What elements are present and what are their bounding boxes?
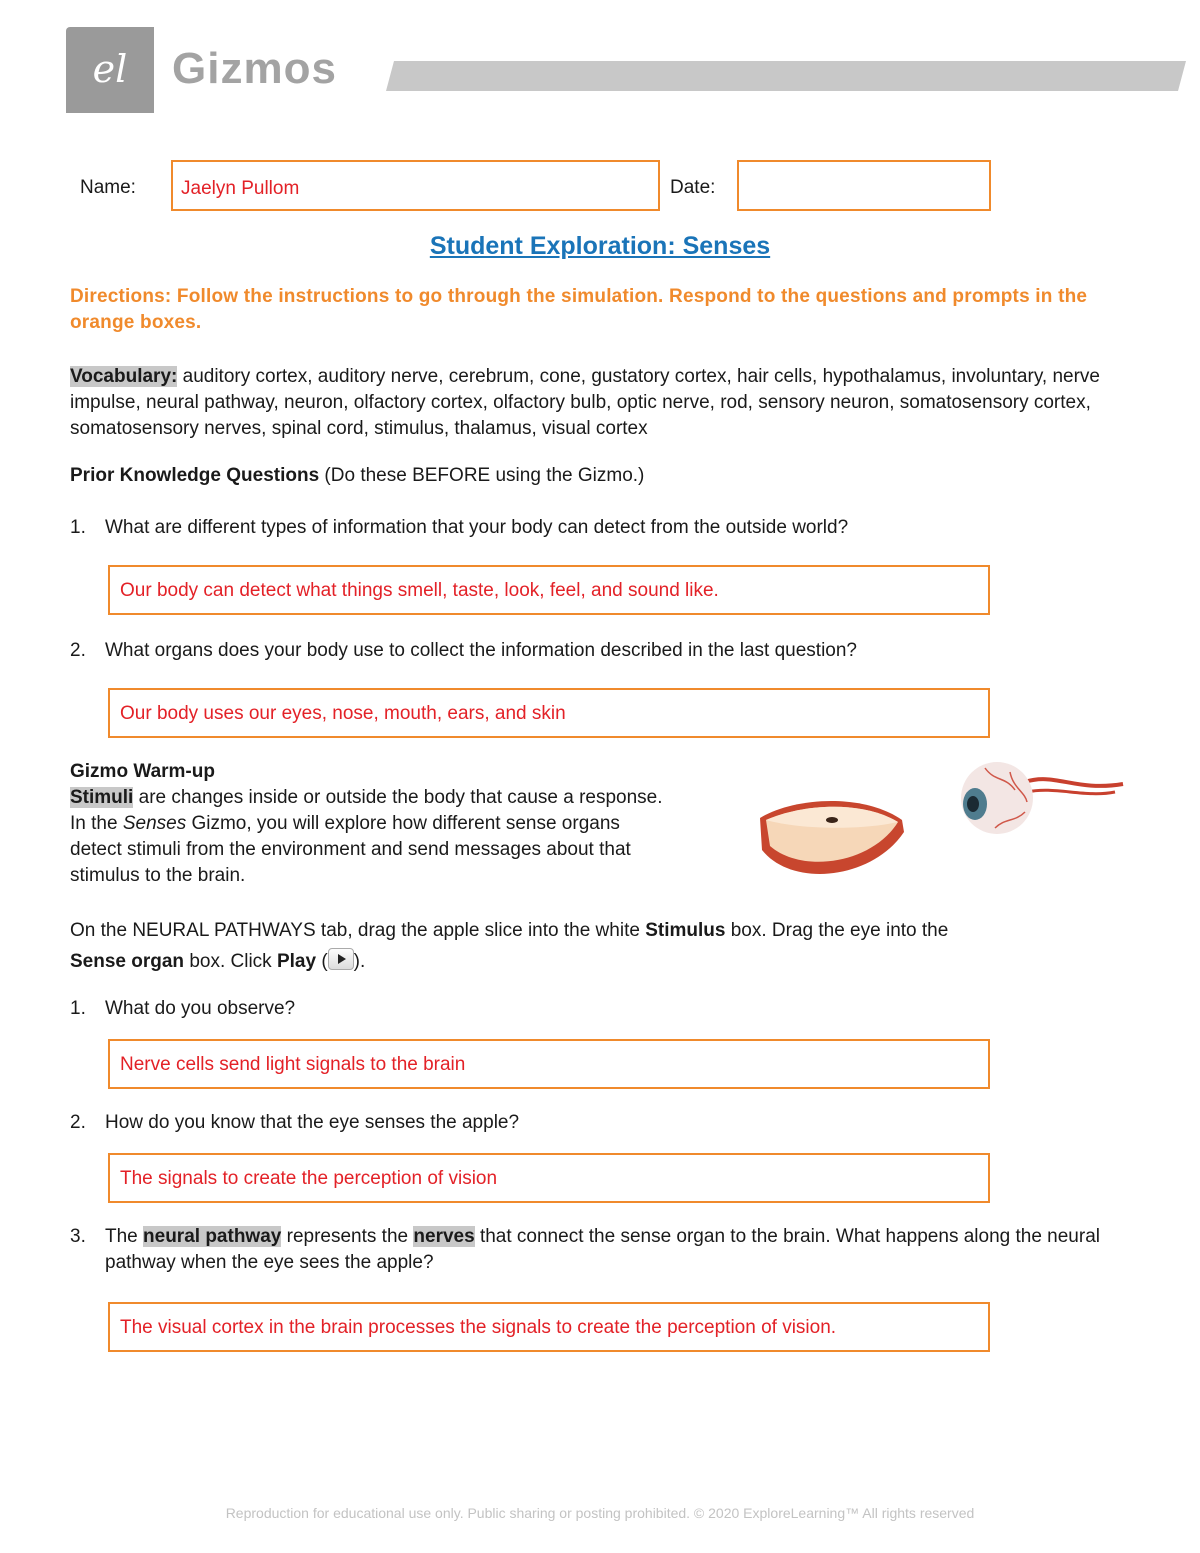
prior-q1: What are different types of information that your body can detect from the outside world? bbox=[105, 517, 849, 538]
stimulus-term: Stimulus bbox=[645, 920, 726, 941]
prior-a1: Our body can detect what things smell, taste, look, feel, and sound like. bbox=[120, 580, 719, 601]
prior-a1-box[interactable] bbox=[108, 565, 990, 615]
prior-a2: Our body uses our eyes, nose, mouth, ears, and skin bbox=[120, 703, 566, 724]
warmup-intro bbox=[70, 785, 670, 889]
instr-c: box. Click bbox=[184, 951, 277, 972]
logo-glyph: el bbox=[92, 47, 128, 91]
prior-heading: Prior Knowledge Questions bbox=[70, 465, 320, 486]
stimuli-term: Stimuli bbox=[70, 787, 134, 808]
warmup-a1: Nerve cells send light signals to the brain bbox=[120, 1054, 466, 1075]
q3-c: that connect the sense organ to the brain. What happens along the neural pathway when the eye sees the apple? bbox=[105, 1226, 1100, 1273]
warmup-a2: The signals to create the perception of vision bbox=[120, 1168, 498, 1189]
eye-image bbox=[955, 752, 1125, 842]
gizmos-brand: Gizmos bbox=[172, 44, 337, 93]
instr-e: ). bbox=[353, 951, 366, 972]
warmup-q2-number: 2. bbox=[70, 1112, 86, 1133]
play-icon bbox=[328, 948, 354, 970]
prior-note: (Do these BEFORE using the Gizmo.) bbox=[319, 465, 645, 486]
name-label: Name: bbox=[80, 177, 136, 198]
warmup-instructions-line2 bbox=[70, 948, 1130, 975]
page-title: Student Exploration: Senses bbox=[429, 232, 771, 260]
neural-pathway-term: neural pathway bbox=[143, 1226, 282, 1247]
prior-q1-number: 1. bbox=[70, 517, 86, 538]
instr-b: box. Drag the eye into the bbox=[725, 920, 949, 941]
date-field[interactable] bbox=[737, 160, 991, 211]
date-label: Date: bbox=[670, 177, 716, 198]
instr-a: On the NEURAL PATHWAYS tab, drag the apple slice into the white bbox=[70, 920, 646, 941]
name-value: Jaelyn Pullom bbox=[181, 178, 300, 199]
warmup-q3-number: 3. bbox=[70, 1226, 86, 1247]
warmup-q2: How do you know that the eye senses the apple? bbox=[105, 1112, 520, 1133]
apple-slice-image bbox=[752, 790, 912, 890]
prior-knowledge-heading bbox=[70, 463, 644, 489]
warmup-a3: The visual cortex in the brain processes the signals to create the perception of vision. bbox=[120, 1317, 837, 1338]
prior-a2-box[interactable] bbox=[108, 688, 990, 738]
q3-b: represents the bbox=[281, 1226, 414, 1247]
sense-organ-term: Sense organ bbox=[70, 951, 185, 972]
warmup-instructions bbox=[70, 918, 1130, 944]
vocabulary-text: auditory cortex, auditory nerve, cerebrum, cone, gustatory cortex, hair cells, hypothalamus, involuntary, nerve impulse, neural pathway, neuron, olfactory cortex, olfactory bulb, optic nerve, rod, sensory neuron, somatosensory cortex, somatosensory nerves, spinal cord, stimulus, thalamus, visual cortex bbox=[70, 366, 1101, 439]
q3-a: The bbox=[105, 1226, 144, 1247]
warmup-intro-b: Gizmo, you will explore how different sense organs detect stimuli from the environment and send messages about that stimulus to the brain. bbox=[70, 813, 631, 886]
explorelearning-logo bbox=[66, 27, 154, 113]
directions: Directions: Follow the instructions to go through the simulation. Respond to the questions and prompts in the orange boxes. bbox=[70, 286, 1088, 333]
warmup-q1-number: 1. bbox=[70, 998, 86, 1019]
warmup-a1-box[interactable] bbox=[108, 1039, 990, 1089]
nerves-term: nerves bbox=[413, 1226, 475, 1247]
vocabulary bbox=[70, 364, 1130, 442]
warmup-heading: Gizmo Warm-up bbox=[70, 761, 215, 782]
prior-q2: What organs does your body use to collect the information described in the last question? bbox=[105, 640, 857, 661]
prior-q2-number: 2. bbox=[70, 640, 86, 661]
warmup-intro-a: are changes inside or outside the body that cause a response. In the bbox=[70, 787, 663, 834]
vocabulary-label: Vocabulary: bbox=[70, 366, 178, 387]
play-term: Play bbox=[276, 951, 317, 972]
header-bar bbox=[386, 61, 1186, 91]
warmup-q1: What do you observe? bbox=[105, 998, 296, 1019]
warmup-a2-box[interactable] bbox=[108, 1153, 990, 1203]
footer-copyright: Reproduction for educational use only. Public sharing or posting prohibited. © 2020 ExploreLearning™ All rights reserved bbox=[225, 1505, 975, 1521]
instr-d: ( bbox=[316, 951, 328, 972]
warmup-q3 bbox=[105, 1224, 1105, 1276]
warmup-a3-box[interactable] bbox=[108, 1302, 990, 1352]
senses-italic: Senses bbox=[122, 813, 187, 834]
name-field[interactable] bbox=[171, 160, 660, 211]
